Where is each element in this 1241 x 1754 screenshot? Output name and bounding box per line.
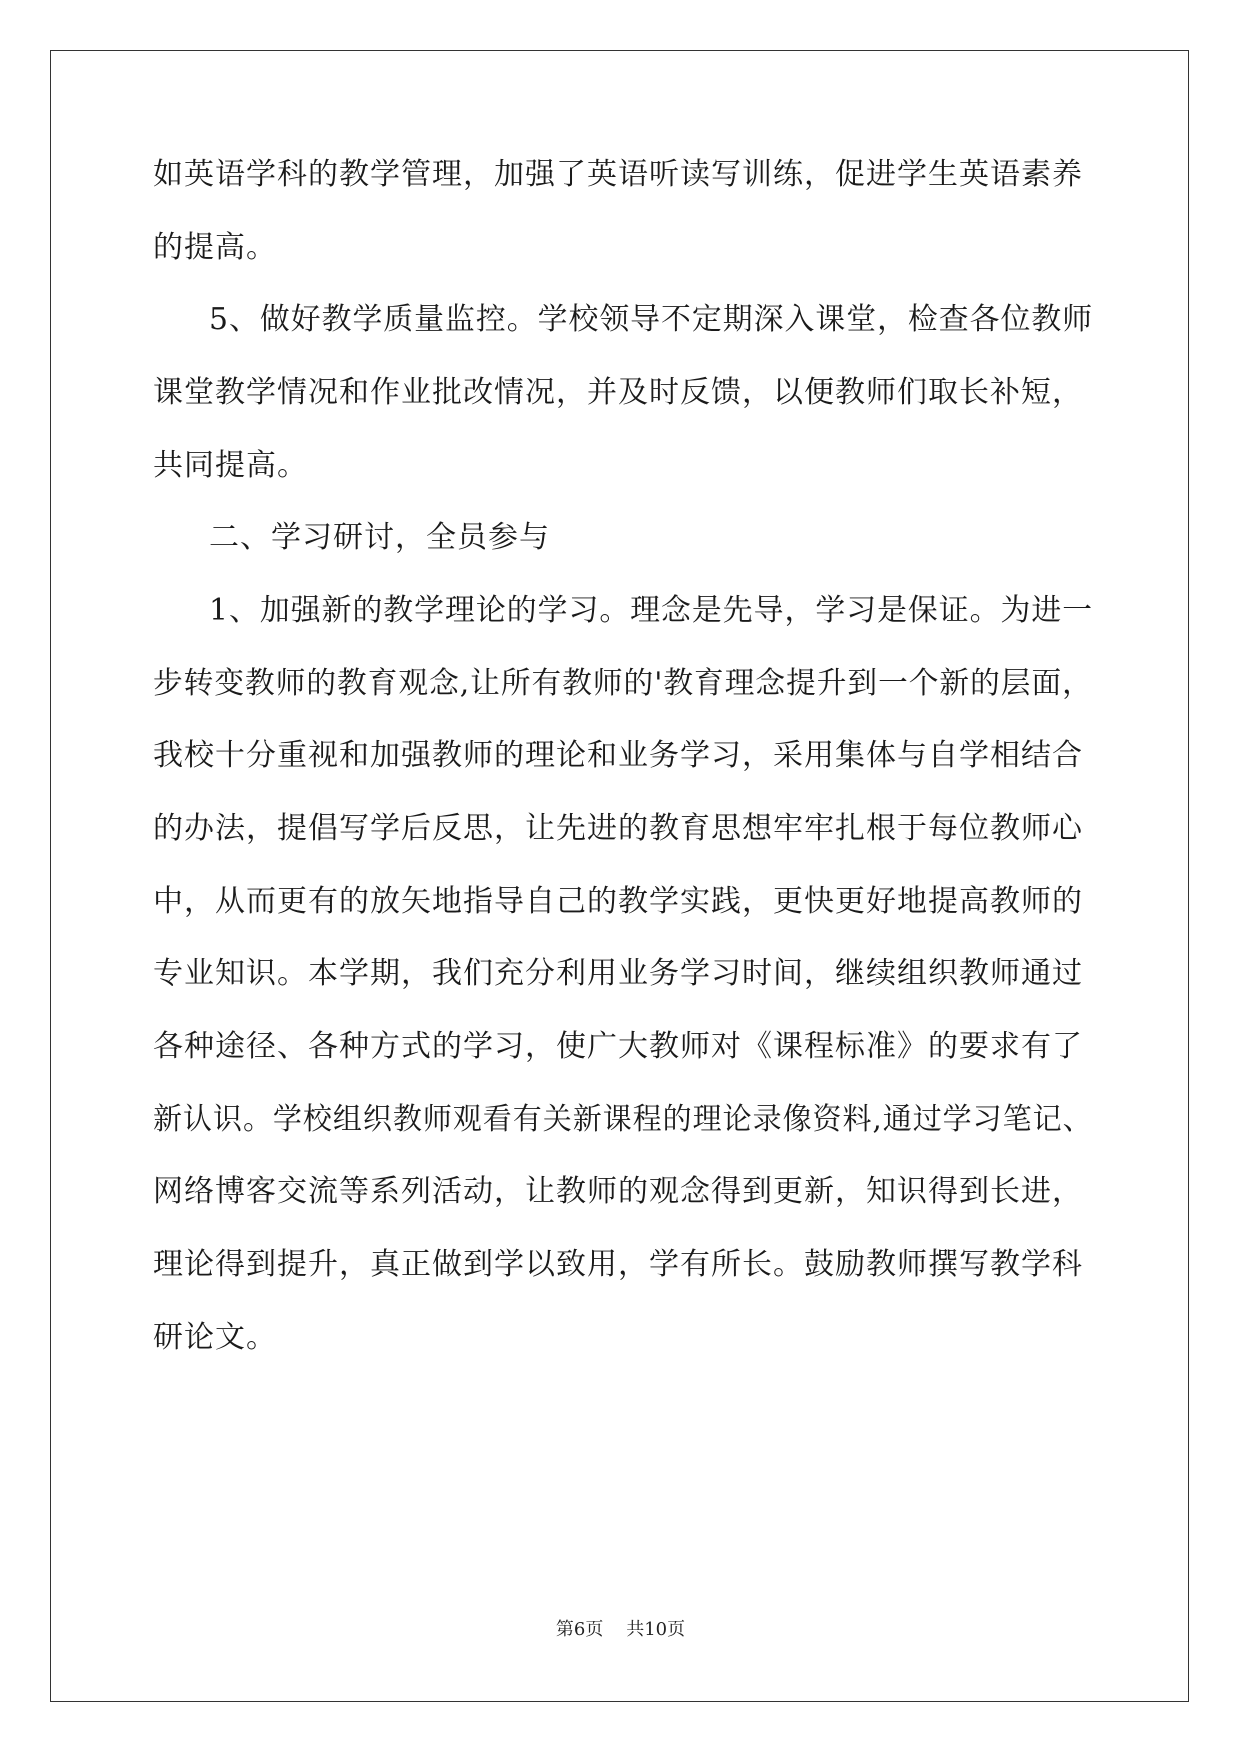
text-line: 的办法，提倡写学后反思，让先进的教育思想牢牢扎根于每位教师心	[153, 811, 1083, 846]
text-line: 共同提高。	[153, 448, 308, 483]
paragraph-first-line: 1、加强新的教学理论的学习。理念是先导，学习是保证。为进一	[209, 593, 1094, 628]
page-number: 第6页	[555, 1619, 604, 1640]
text-line: 专业知识。本学期，我们充分利用业务学习时间，继续组织教师通过	[153, 956, 1083, 991]
text-line: 各种途径、各种方式的学习，使广大教师对《课程标准》的要求有了	[153, 1029, 1083, 1064]
page-footer	[0, 1618, 1241, 1642]
text-line: 理论得到提升，真正做到学以致用，学有所长。鼓励教师撰写教学科	[153, 1247, 1083, 1282]
paragraph-first-line: 5、做好教学质量监控。学校领导不定期深入课堂，检查各位教师	[209, 302, 1094, 337]
text-line: 的提高。	[153, 230, 277, 265]
text-line: 中，从而更有的放矢地指导自己的教学实践，更快更好地提高教师的	[153, 884, 1083, 919]
text-line: 新认识。学校组织教师观看有关新课程的理论录像资料,通过学习笔记、	[153, 1102, 1093, 1137]
text-line: 我校十分重视和加强教师的理论和业务学习，采用集体与自学相结合	[153, 738, 1083, 773]
text-line: 网络博客交流等系列活动，让教师的观念得到更新，知识得到长进，	[153, 1174, 1083, 1209]
text-line: 课堂教学情况和作业批改情况，并及时反馈，以便教师们取长补短，	[153, 375, 1083, 410]
section-heading: 二、学习研讨，全员参与	[209, 520, 550, 555]
text-line: 步转变教师的教育观念,让所有教师的'教育理念提升到一个新的层面，	[153, 666, 1093, 701]
text-line: 研论文。	[153, 1320, 277, 1355]
page-border	[50, 50, 1189, 1702]
text-line: 如英语学科的教学管理，加强了英语听读写训练，促进学生英语素养	[153, 157, 1083, 192]
page-total: 共10页	[626, 1619, 686, 1640]
